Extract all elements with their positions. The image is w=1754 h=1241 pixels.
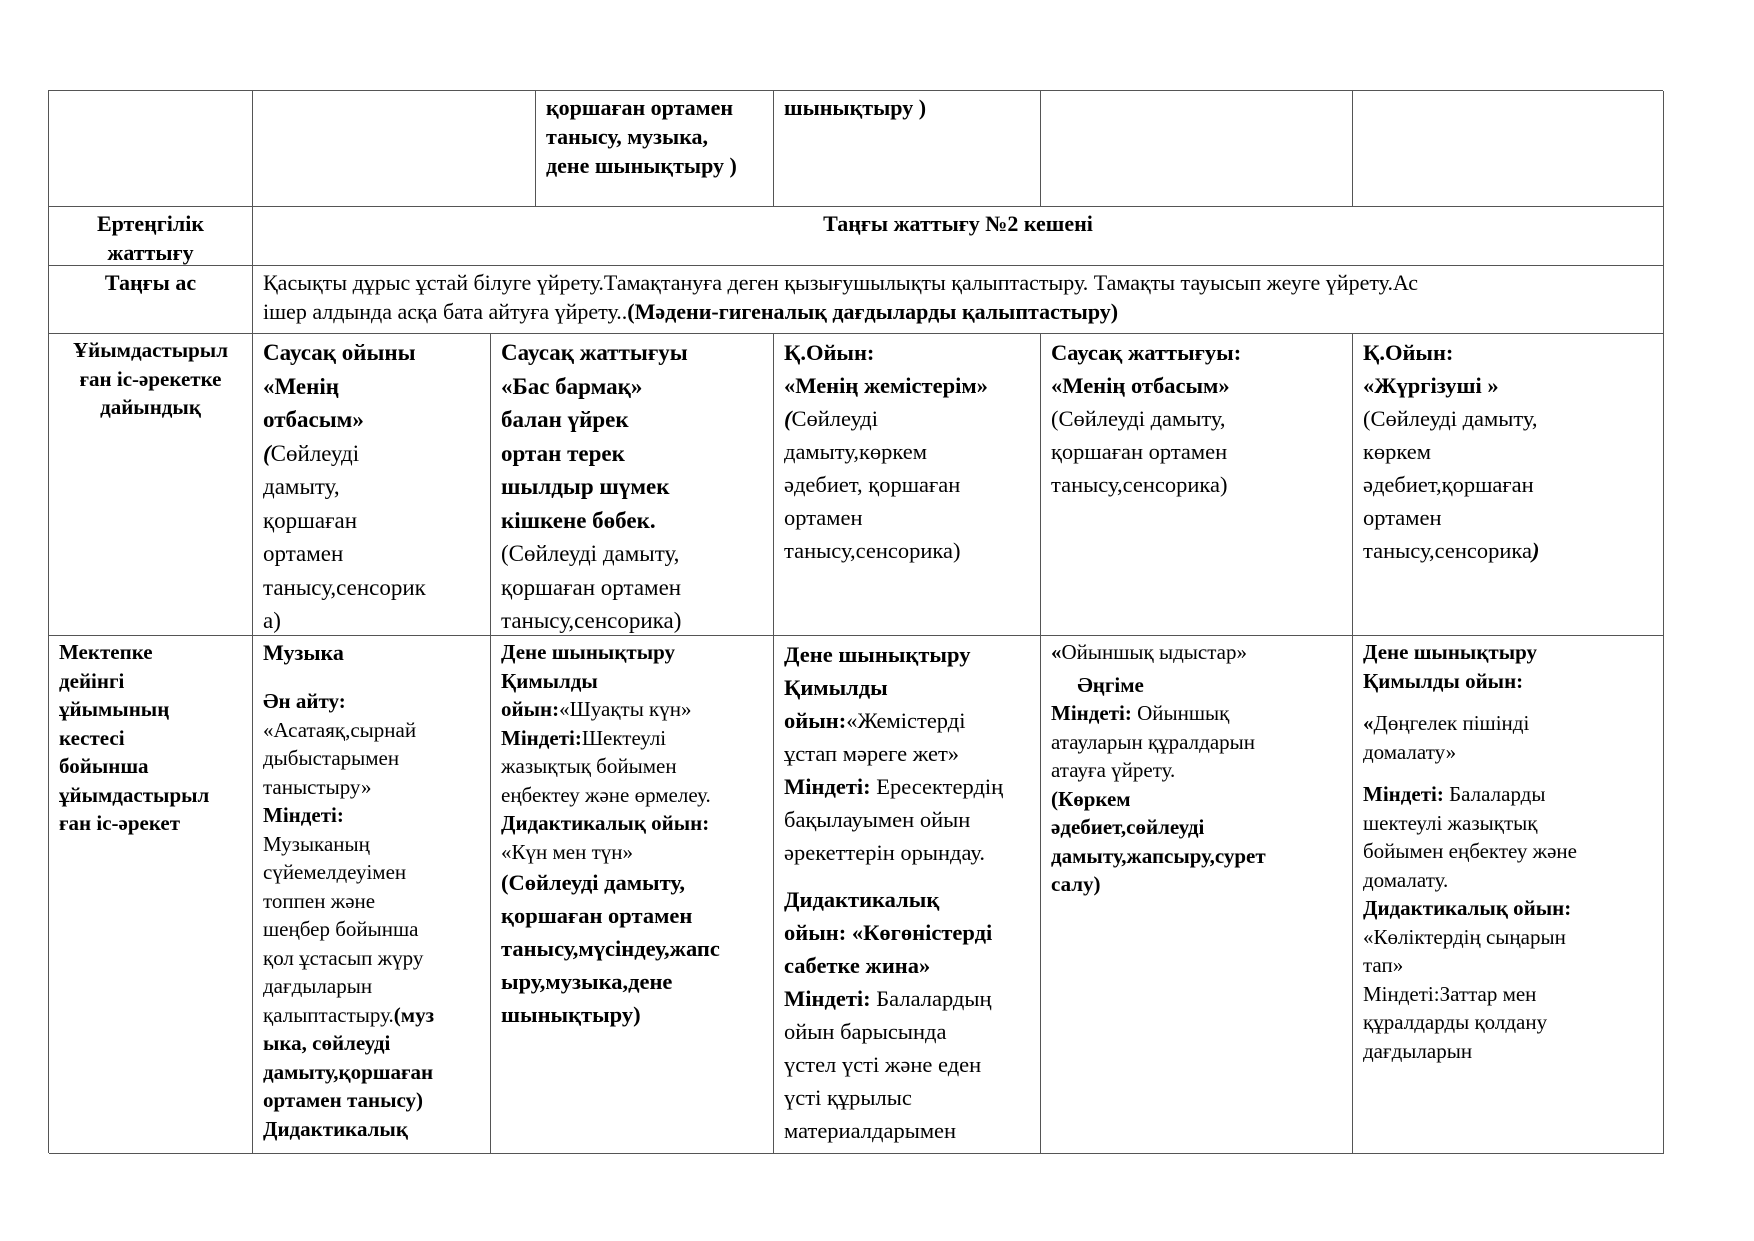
sched-3-task-label: Міндеті: bbox=[784, 774, 871, 799]
sched-5-did-label: Дидактикалық ойын: bbox=[1363, 896, 1572, 920]
prep-5-close: ) bbox=[1531, 538, 1540, 563]
sched-5-task bbox=[1363, 780, 1653, 894]
prep-4-text: (Сөйлеуді дамыту, қоршаған ортамен танысу,сенсорика) bbox=[1051, 406, 1228, 497]
prep-2-title: Саусақ жаттығуы «Бас бармақ» балан үйрек ортан терек шылдыр шүмек кішкене бөбек. bbox=[501, 340, 688, 533]
morning-exercise-label-text: Ертеңгілік жаттығу bbox=[96, 211, 205, 265]
scheduled-cell-1 bbox=[253, 636, 491, 1154]
prep-activity-cell-4 bbox=[1041, 334, 1353, 636]
breakfast-label bbox=[49, 266, 253, 334]
row1-cell-4-text: шынықтыру ) bbox=[784, 95, 927, 120]
sched-3-task-text: Ересектердің бақылауымен ойын әрекеттерін орындау. bbox=[784, 774, 1004, 865]
prep-activity-label-text: Ұйымдастырыл ған іс-әрекетке дайындық bbox=[73, 338, 228, 419]
prep-1-body: Сөйлеуді дамыту, қоршаған ортамен танысу,сенсорик а) bbox=[263, 440, 426, 633]
sched-5-game-text: Дөңгелек пішінді домалату» bbox=[1363, 711, 1530, 764]
prep-activity-cell-3 bbox=[774, 334, 1041, 636]
prep-1-paren: ( bbox=[263, 440, 271, 466]
row1-cell-4 bbox=[774, 91, 1041, 207]
sched-1-song-text: «Асатаяқ,сырнай дыбыстарымен таныстыру» bbox=[263, 717, 417, 799]
sched-5-task-label: Міндеті: bbox=[1363, 782, 1444, 806]
prep-4-title: Саусақ жаттығуы: «Менің отбасым» bbox=[1051, 340, 1242, 398]
sched-2-task-label: Міндеті: bbox=[501, 725, 582, 750]
sched-2-game-label: ойын: bbox=[501, 697, 560, 721]
scheduled-activity-label bbox=[49, 636, 253, 1154]
row1-cell-3-text: қоршаған ортамен танысу, музыка, дене шынықтыру ) bbox=[546, 95, 737, 178]
breakfast-content bbox=[253, 266, 1664, 334]
sched-1-song-label: Ән айту: bbox=[263, 689, 346, 713]
prep-activity-cell-2 bbox=[491, 334, 774, 636]
sched-1-title: Музыка bbox=[263, 640, 344, 665]
sched-3-game-text: «Жемістерді ұстап мәреге жет» bbox=[784, 708, 966, 766]
morning-exercise-label bbox=[49, 207, 253, 266]
scheduled-cell-2 bbox=[491, 636, 774, 1154]
prep-5-text bbox=[1363, 402, 1653, 567]
sched-1-task-text: Музыканың сүйемелдеуімен топпен және шеңбер бойынша қол ұстасып жүру дағдыларын қалыптастыру. bbox=[263, 831, 424, 1027]
sched-4-subtitle: Әңгіме bbox=[1051, 672, 1144, 697]
prep-activity-label bbox=[49, 334, 253, 636]
morning-exercise-text: Таңғы жаттығу №2 кешені bbox=[823, 211, 1093, 236]
prep-5-body: (Сөйлеуді дамыту, көркем әдебиет,қоршаған ортамен танысу,сенсорика bbox=[1363, 406, 1538, 563]
prep-1-text bbox=[263, 437, 480, 637]
prep-5-title: Қ.Ойын: «Жүргізуші » bbox=[1363, 340, 1499, 398]
prep-3-text bbox=[784, 402, 1030, 567]
breakfast-text: Қасықты дұрыс ұстай білуге үйрету.Тамақтануға деген қызығушылықты қалыптастыру. Тамақты тауысып жеуге үйрету.Ас ішер алдында асқа бата айтуға үйрету.. bbox=[263, 270, 1419, 324]
sched-4-tail: (Көркем әдебиет,сөйлеуді дамыту,жапсыру,сурет салу) bbox=[1051, 786, 1266, 896]
morning-exercise-content bbox=[253, 207, 1664, 266]
scheduled-cell-4 bbox=[1041, 636, 1353, 1154]
sched-5-title: Дене шынықтыру Қимылды ойын: bbox=[1363, 640, 1538, 693]
row1-cell-empty-1 bbox=[253, 91, 536, 207]
sched-4-title: Ойыншық ыдыстар» bbox=[1061, 640, 1247, 664]
sched-2-tail: (Сөйлеуді дамыту, қоршаған ортамен танысу,мүсіндеу,жапс ыру,музыка,дене шынықтыру) bbox=[501, 870, 720, 1027]
prep-2-text: (Сөйлеуді дамыту, қоршаған ортамен танысу,сенсорика) bbox=[501, 541, 682, 633]
scheduled-activity-label-text: Мектепке дейінгі ұйымының кестесі бойынша ұйымдастырыл ған іс-әрекет bbox=[59, 640, 210, 835]
sched-3-task2-label: Міндеті: bbox=[784, 986, 871, 1011]
row1-cell-5 bbox=[1041, 91, 1353, 207]
prep-3-body: Сөйлеуді дамыту,көркем әдебиет, қоршаған ортамен танысу,сенсорика) bbox=[784, 406, 961, 563]
prep-activity-cell-1 bbox=[253, 334, 491, 636]
sched-3-game-label: ойын: bbox=[784, 708, 847, 733]
sched-1-song bbox=[263, 687, 480, 801]
sched-2-did-text: «Күн мен түн» bbox=[501, 839, 634, 864]
prep-1-title: Саусақ ойыны «Менің отбасым» bbox=[263, 340, 416, 432]
sched-2-title: Дене шынықтыру Қимылды bbox=[501, 640, 676, 693]
breakfast-label-text: Таңғы ас bbox=[104, 270, 197, 295]
sched-2-task-text: Шектеулі жазықтық бойымен еңбектеу және өрмелеу. bbox=[501, 725, 711, 807]
prep-3-title: Қ.Ойын: «Менің жемістерім» bbox=[784, 340, 988, 398]
sched-5-did-text: «Көліктердің сыңарын тап» Міндеті:Заттар мен құралдарды қолдану дағдыларын bbox=[1363, 924, 1566, 1063]
sched-3-task2-text: Балалардың ойын барысында үстел үсті және еден үсті құрылыс материалдарымен bbox=[784, 986, 992, 1143]
prep-3-paren: ( bbox=[784, 406, 792, 431]
sched-2-game-text: «Шуақты күн» bbox=[559, 697, 692, 721]
plan-table bbox=[48, 90, 1663, 1153]
sched-5-quote: « bbox=[1363, 711, 1374, 735]
sched-1-tail: (муз ыка, сөйлеуді дамыту,қоршаған ортамен танысу) Дидактикалық bbox=[263, 1002, 435, 1141]
row1-cell-6 bbox=[1353, 91, 1664, 207]
sched-4-quote: « bbox=[1051, 640, 1062, 664]
sched-1-task-label: Міндеті: bbox=[263, 803, 344, 827]
row1-cell-empty-label bbox=[49, 91, 253, 207]
scheduled-cell-5 bbox=[1353, 636, 1664, 1154]
breakfast-bold: (Мәдени-гигеналық дағдыларды қалыптастыру) bbox=[627, 299, 1119, 324]
sched-3-did-title: Дидактикалық ойын: «Көгөністерді сабетке жина» bbox=[784, 887, 993, 978]
sched-2-did-label: Дидактикалық ойын: bbox=[501, 811, 710, 835]
sched-5-game bbox=[1363, 709, 1653, 766]
sched-4-task-text: Ойыншық атауларын құралдарын атауға үйрету. bbox=[1051, 701, 1255, 782]
scheduled-cell-3 bbox=[774, 636, 1041, 1154]
prep-activity-cell-5 bbox=[1353, 334, 1664, 636]
sched-4-task-label: Міндеті: bbox=[1051, 701, 1132, 725]
row1-cell-3 bbox=[536, 91, 774, 207]
sched-3-title: Дене шынықтыру Қимылды bbox=[784, 642, 971, 700]
sched-5-task-text: Балаларды шектеулі жазықтық бойымен еңбектеу және домалату. bbox=[1363, 782, 1577, 892]
